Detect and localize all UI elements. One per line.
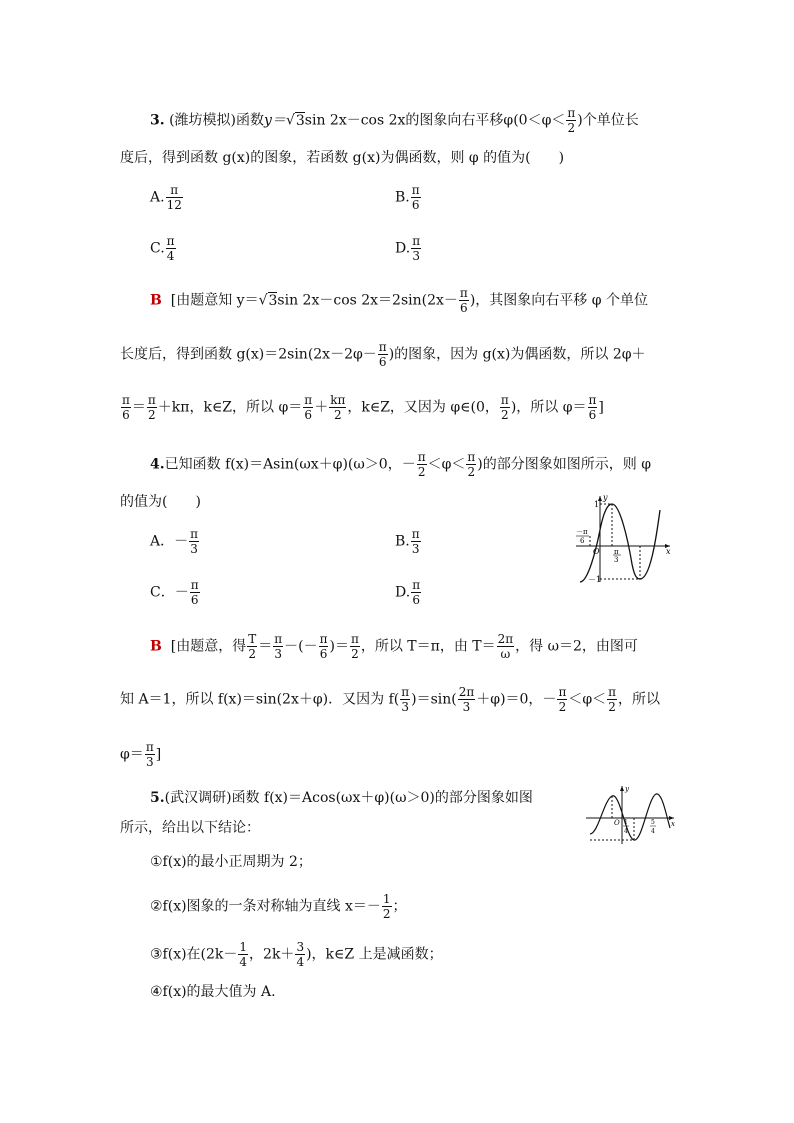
q4-solution-line3: φ＝ $\frac{\pi}{3}$ ] bbox=[120, 740, 162, 769]
five-quarter-den: 4 bbox=[651, 828, 655, 835]
five-quarter-num: 5 bbox=[651, 819, 655, 826]
q4-stem-line2: 的值为( ) bbox=[120, 494, 201, 510]
q3-solution-line2: 长度后，得到函数 g(x)＝2sin(2x－2φ－ $\frac{\pi}{6}$ )的图象，因为 g(x)为偶函数，所以 2φ＋ bbox=[120, 340, 646, 369]
q5-conclusion-4: ④f(x)的最大值为 A. bbox=[150, 984, 276, 1000]
y-label: y bbox=[625, 785, 629, 793]
y-label: y bbox=[603, 493, 608, 502]
y-one-label: 1 bbox=[594, 500, 600, 509]
q4-solution-line1: B [由题意，得 $\frac{T}{2}$ ＝ $\frac{\pi}{3}$ －(－ $\frac{\pi}{6}$ )＝ $\frac{\pi}{2}$ ，所以 T＝π，由 T＝ $\frac{2\pi}{\omega}$ ，得 ω＝2，由图可 bbox=[150, 632, 638, 661]
q5-number: 5. bbox=[150, 790, 165, 806]
q3-option-b[interactable]: B. $\frac{\pi}{6}$ bbox=[395, 183, 420, 212]
q4-option-b[interactable]: B. $\frac{\pi}{3}$ bbox=[395, 527, 420, 556]
q3-option-c[interactable]: C. $\frac{\pi}{4}$ bbox=[150, 234, 175, 263]
fraction: $\frac{\pi}{2}$ bbox=[567, 106, 576, 135]
q5-stem-line1: 5.(武汉调研)函数 f(x)＝Acos(ωx＋φ)(ω＞0)的部分图象如图 bbox=[150, 790, 533, 806]
q4-stem-line1: 4.已知函数 f(x)＝Asin(ωx＋φ)(ω＞0，－ $\frac{\pi}{2}$ ＜φ＜ $\frac{\pi}{2}$ )的部分图象如图所示，则 φ bbox=[150, 450, 652, 479]
neg-pi6-den: 6 bbox=[580, 537, 585, 545]
x-label: x bbox=[671, 820, 675, 828]
origin-label: O bbox=[593, 547, 600, 556]
x-label: x bbox=[666, 547, 671, 556]
q4-answer: B bbox=[150, 638, 162, 655]
neg-pi6-num: －π bbox=[576, 528, 588, 536]
q5-conclusion-2: ②f(x)图象的一条对称轴为直线 x＝－ $\frac{1}{2}$ ； bbox=[150, 892, 407, 921]
q4-solution-line2: 知 A＝1，所以 f(x)＝sin(2x＋φ)．又因为 f( $\frac{\pi}{3}$ )＝sin( $\frac{2\pi}{3}$ ＋φ)＝0，－ $\frac{\pi}{2}$ ＜φ＜ $\frac{\pi}{2}$ ，所以 bbox=[120, 685, 661, 714]
quarter-den: 4 bbox=[624, 828, 628, 835]
y-neg-one-label: －1 bbox=[588, 575, 602, 584]
pi3-den: 3 bbox=[614, 556, 619, 564]
q4-option-c[interactable]: C．－ $\frac{\pi}{6}$ bbox=[150, 578, 199, 607]
q4-sine-graph bbox=[570, 490, 680, 590]
q3-solution-line1: B [由题意知 y＝√3sin 2x－cos 2x＝2sin(2x－ $\frac{\pi}{6}$ )，其图象向右平移 φ 个单位 bbox=[150, 286, 648, 315]
sine-curve bbox=[580, 504, 660, 582]
y-axis-arrow bbox=[620, 786, 624, 791]
q4-option-a[interactable]: A．－ $\frac{\pi}{3}$ bbox=[150, 527, 199, 556]
q3-option-d[interactable]: D. $\frac{\pi}{3}$ bbox=[395, 234, 421, 263]
q5-cosine-graph bbox=[584, 784, 680, 848]
q3-stem-line1: 3. (潍坊模拟)函数y＝√3sin 2x－cos 2x的图象向右平移φ(0＜φ＜ $\frac{\pi}{2}$ )个单位长 bbox=[150, 106, 639, 135]
q3-option-a[interactable]: A. $\frac{\pi}{12}$ bbox=[150, 183, 182, 212]
q5-conclusion-1: ①f(x)的最小正周期为 2； bbox=[150, 854, 312, 870]
q3-source: (潍坊模拟) bbox=[169, 112, 237, 129]
q4-number: 4. bbox=[150, 456, 165, 473]
q5-stem-line2: 所示，给出以下结论： bbox=[120, 820, 260, 836]
cosine-curve bbox=[590, 794, 670, 840]
q3-stem-line2: 度后，得到函数 g(x)的图象，若函数 g(x)为偶函数，则 φ 的值为( ) bbox=[120, 150, 565, 166]
q3-solution-line3: $\frac{\pi}{6}$ ＝ $\frac{\pi}{2}$ ＋kπ，k∈Z，所以 φ＝ $\frac{\pi}{6}$ ＋ $\frac{k\pi}{2}$ ，k∈Z，又因为 φ∈(0， $\frac{\pi}{2}$ )，所以 φ＝ $\frac{\pi}{6}$ ] bbox=[122, 393, 604, 422]
q4-option-d[interactable]: D. $\frac{\pi}{6}$ bbox=[395, 578, 421, 607]
q5-conclusion-3: ③f(x)在(2k－ $\frac{1}{4}$ ，2k＋ $\frac{3}{4}$ )，k∈Z 上是减函数； bbox=[150, 940, 443, 969]
q3-answer: B bbox=[150, 292, 162, 309]
q3-number: 3. bbox=[150, 112, 165, 129]
pi3-num: π bbox=[614, 548, 619, 556]
origin-label: O bbox=[614, 819, 620, 827]
quarter-num: 1 bbox=[624, 819, 628, 826]
